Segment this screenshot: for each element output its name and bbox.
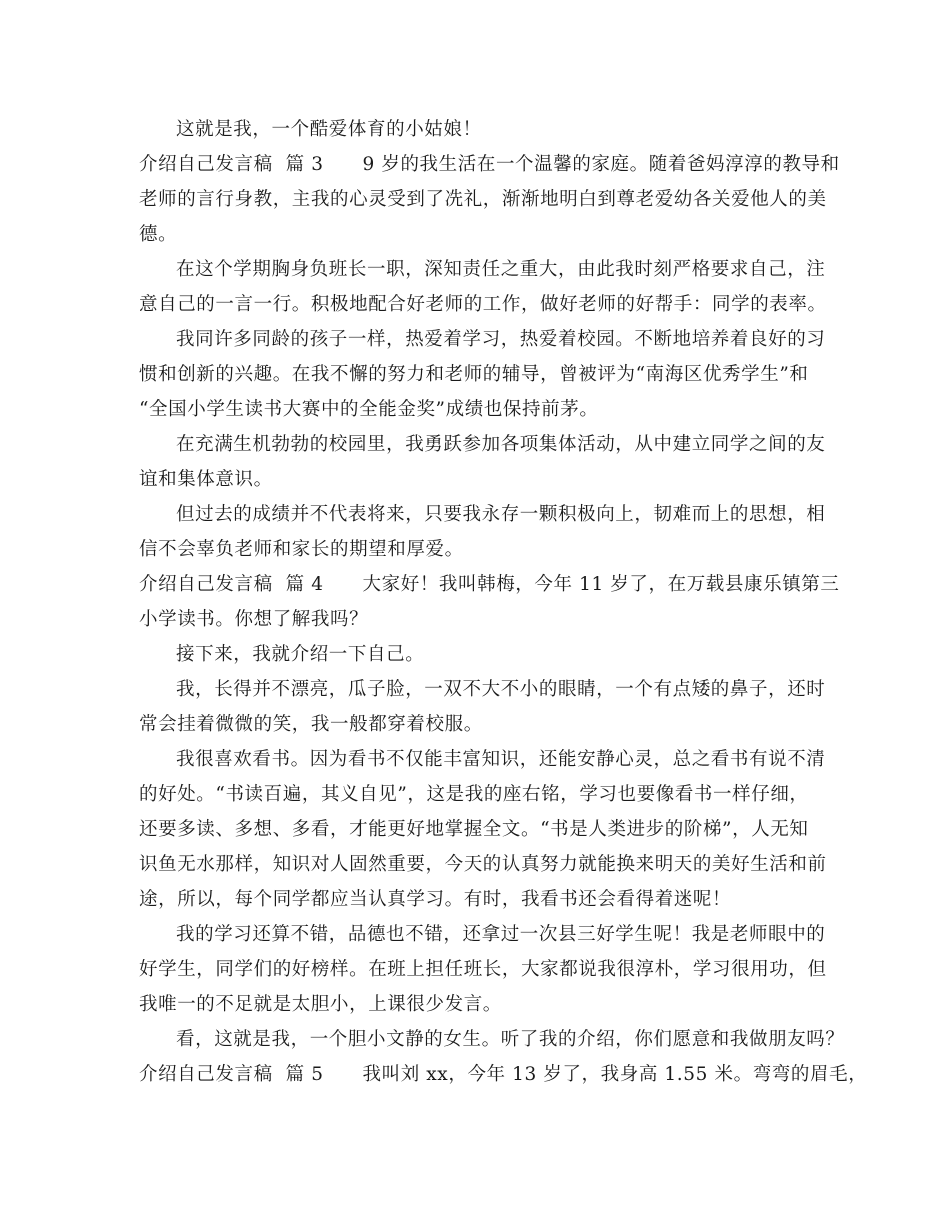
text-line: 我，长得并不漂亮，瓜子脸，一双不大不小的眼睛，一个有点矮的鼻子，还时 bbox=[176, 679, 826, 700]
text-line: 老师的言行身教，主我的心灵受到了冼礼，渐渐地明白到尊老爱幼各关爱他人的美 bbox=[139, 189, 827, 210]
text-line: 我唯一的不足就是太胆小，上课很少发言。 bbox=[139, 994, 502, 1015]
text-line: 但过去的成绩并不代表将来，只要我永存一颗积极向上，韧难而上的思想，相 bbox=[176, 504, 826, 525]
text-line: 途，所以，每个同学都应当认真学习。有时，我看书还会看得着迷呢！ bbox=[139, 889, 732, 910]
text-line: 我同许多同龄的孩子一样，热爱着学习，热爱着校园。不断地培养着良好的习 bbox=[176, 329, 826, 350]
text-line: 在这个学期胸身负班长一职，深知责任之重大，由此我时刻严格要求自己，注 bbox=[176, 259, 826, 280]
section-heading-line: 介绍自己发言稿 篇 4 大家好！我叫韩梅，今年 11 岁了，在万载县康乐镇第三 bbox=[139, 574, 840, 595]
text-line: 好学生，同学们的好榜样。在班上担任班长，大家都说我很淳朴，学习很用功，但 bbox=[139, 959, 827, 980]
text-line: 惯和创新的兴趣。在我不懈的努力和老师的辅导，曾被评为“南海区优秀学生”和 bbox=[139, 364, 809, 385]
text-line: 看，这就是我，一个胆小文静的女生。听了我的介绍，你们愿意和我做朋友吗？ bbox=[176, 1029, 845, 1050]
section-heading-line: 介绍自己发言稿 篇 3 9 岁的我生活在一个温馨的家庭。随着爸妈淳淳的教导和 bbox=[139, 154, 840, 175]
text-line: 识鱼无水那样，知识对人固然重要，今天的认真努力就能换来明天的美好生活和前 bbox=[139, 854, 827, 875]
text-line: 谊和集体意识。 bbox=[139, 469, 273, 490]
text-line: 我的学习还算不错，品德也不错，还拿过一次县三好学生呢！我是老师眼中的 bbox=[176, 924, 826, 945]
text-line: 信不会辜负老师和家长的期望和厚爱。 bbox=[139, 539, 464, 560]
text-line: 德。 bbox=[139, 224, 178, 245]
text-line: 意自己的一言一行。积极地配合好老师的工作，做好老师的好帮手：同学的表率。 bbox=[139, 294, 827, 315]
text-line: 我很喜欢看书。因为看书不仅能丰富知识，还能安静心灵，总之看书有说不清 bbox=[176, 749, 826, 770]
text-line: 在充满生机勃勃的校园里，我勇跃参加各项集体活动，从中建立同学之间的友 bbox=[176, 434, 826, 455]
section-heading-line: 介绍自己发言稿 篇 5 我叫刘 xx，今年 13 岁了，我身高 1.55 米。弯弯的眉毛， bbox=[139, 1064, 868, 1085]
text-line: “全国小学生读书大赛中的全能金奖”成绩也保持前茅。 bbox=[139, 399, 599, 420]
text-line: 接下来，我就介绍一下自己。 bbox=[176, 644, 425, 665]
text-line: 小学读书。你想了解我吗？ bbox=[139, 609, 369, 630]
text-line: 常会挂着微微的笑，我一般都穿着校服。 bbox=[139, 714, 483, 735]
text-line: 的好处。“书读百遍，其义自见”，这是我的座右铭，学习也要像看书一样仔细， bbox=[139, 784, 809, 805]
text-line: 这就是我，一个酷爱体育的小姑娘！ bbox=[176, 119, 482, 140]
text-line: 还要多读、多想、多看，才能更好地掌握全文。“书是人类进步的阶梯”，人无知 bbox=[139, 819, 809, 840]
